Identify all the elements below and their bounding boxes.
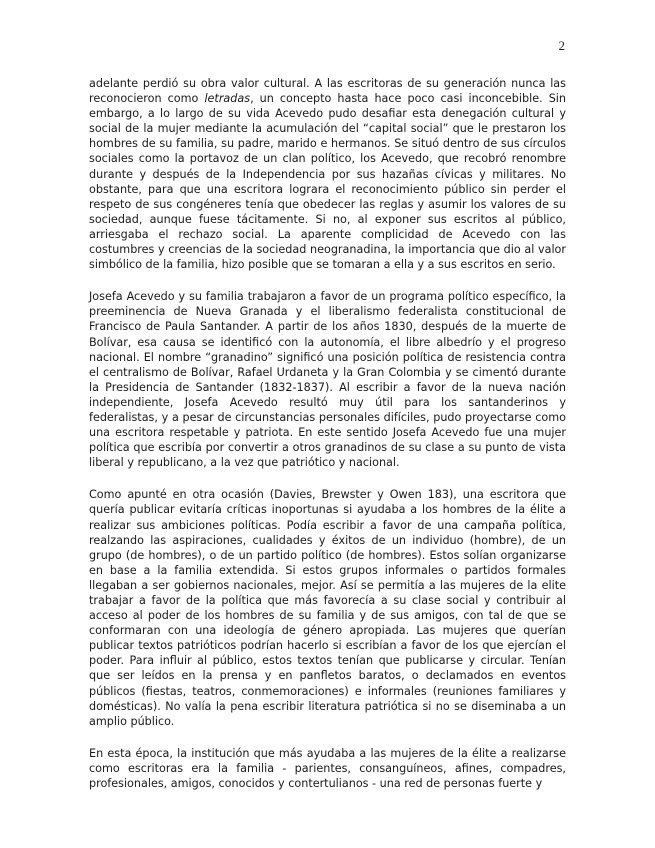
paragraph-4: En esta época, la institución que más ayudaba a las mujeres de la élite a realizarse como escritoras era la familia - parientes, consanguíneos, afines, compadres, profesionales, amigos, conocidos y contertulianos - una red de personas fuerte y	[89, 746, 566, 791]
italic-term: letradas	[204, 92, 251, 106]
paragraph-2: Josefa Acevedo y su familia trabajaron a favor de un programa político específico, la preeminencia de Nueva Granada y el liberalismo federalista constitucional de Francisco de Paula Santander. A partir de los años 1830, después de la muerte de Bolívar, esa causa se identificó con la autonomía, el libre albedrío y el progreso nacional. El nombre “granadino” significó una posición política de resistencia contra el centralismo de Bolívar, Rafael Urdaneta y la Gran Colombia y se cimentó durante la Presidencia de Santander (1832-1837). Al escribir a favor de la nueva nación independiente, Josefa Acevedo resultó muy útil para los santanderinos y federalistas, y a pesar de circunstancias personales difíciles, pudo proyectarse como una escritora respetable y patriota. En este sentido Josefa Acevedo fue una mujer política que escribía por convertir a otros granadinos de su clase a su punto de vista liberal y republicano, a la vez que patriótico y nacional.	[89, 290, 566, 470]
page-number: 2	[558, 38, 565, 53]
paragraph-1	[89, 76, 566, 272]
paragraph-1-text-end: , un concepto hasta hace poco casi inconcebible. Sin embargo, a lo largo de su vida Acevedo pudo desafiar esta denegación cultural y social de la mujer mediante la acumulación del “capital social” que le prestaron los hombres de su familia, su padre, marido e hermanos. Se situó dentro de sus círculos sociales como la portavoz de un clan político, los Acevedo, que recobró renombre durante y después de la Independencia por sus hazañas cívicas y militares. No obstante, para que una escritora lograra el reconocimiento público sin perder el respeto de sus congéneres tenía que obedecer las reglas y asumir los valores de su sociedad, aunque fuese tácitamente. Si no, al exponer sus escritos al público, arriesgaba el rechazo social. La aparente complicidad de Acevedo con las costumbres y creencias de la sociedad neogranadina, la importancia que dio al valor simbólico de la familia, hizo posible que se tomaran a ella y a sus escritos en serio.	[89, 92, 566, 272]
paragraph-1-text-start: adelante perdió su obra valor cultural. A las escritoras de su generación nunca las reconocieron como	[89, 77, 566, 106]
document-body	[89, 76, 566, 808]
paragraph-3: Como apunté en otra ocasión (Davies, Brewster y Owen 183), una escritora que quería publicar evitaría críticas inoportunas si ayudaba a los hombres de la élite a realizar sus ambiciones políticas. Podía escribir a favor de una campaña política, realzando las aspiraciones, cualidades y éxitos de un individuo (hombre), de un grupo (de hombres), o de un partido político (de hombres). Estos solían organizarse en base a la familia extendida. Si estos grupos informales o partidos formales llegaban a ser gobiernos nacionales, mejor. Así se permitía a las mujeres de la elite trabajar a favor de la política que más favorecía a su clase social y contribuir al acceso al poder de los hombres de su familia y de sus amigos, con tal de que se conformaran con una ideología de género apropiada. Las mujeres que querían publicar textos patrióticos podrían hacerlo si escribían a favor de los que ejercían el poder. Para influir al público, estos textos tenían que publicarse y circular. Tenían que ser leídos en la prensa y en panfletos baratos, o declamados en eventos públicos (fiestas, teatros, conmemoraciones) e informales (reuniones familiares y domésticas). No valía la pena escribir literatura patriótica si no se diseminaba a un amplio público.	[89, 488, 566, 728]
